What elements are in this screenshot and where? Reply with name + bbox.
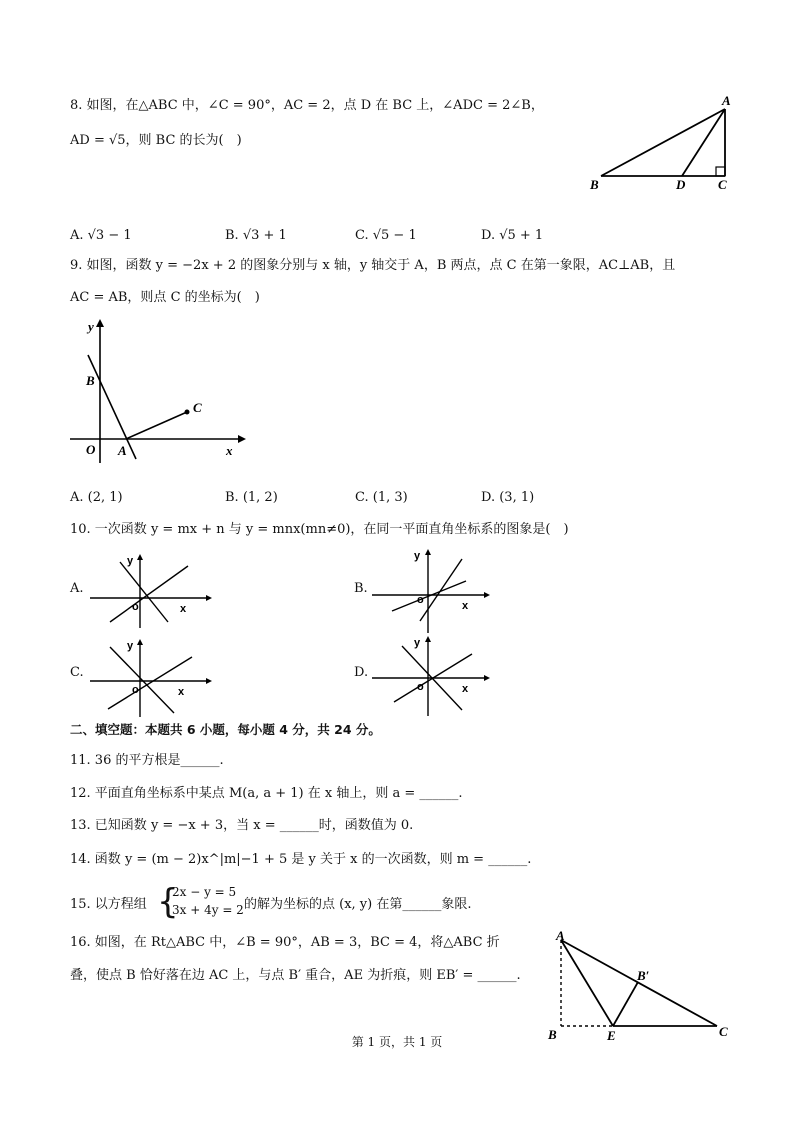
q10b-y: y <box>414 550 421 562</box>
q8-label-a: A <box>722 93 731 108</box>
q9-label-b: B <box>86 373 95 388</box>
q10a-o: o <box>132 601 139 613</box>
q10d-y: y <box>414 637 421 649</box>
q9-label-x: x <box>226 443 233 458</box>
q10b-x: x <box>462 600 469 612</box>
q10-option-a-label: A. <box>70 581 84 596</box>
q10d-x: x <box>462 683 469 695</box>
q15-equation-2: 3x + 4y = 2 <box>172 903 244 917</box>
q10a-x: x <box>180 603 187 615</box>
q10c-o: o <box>132 684 139 696</box>
q9-label-y: y <box>88 319 94 334</box>
q11: 11. 36 的平方根是______. <box>70 753 224 768</box>
q13: 13. 已知函数 y = −x + 3，当 x = ______时，函数值为 0. <box>70 818 414 833</box>
q10-graph-a <box>88 550 218 630</box>
q10b-o: o <box>417 594 424 606</box>
q8-label-d: D <box>676 177 686 192</box>
q8-option-c: C. √5 − 1 <box>355 228 417 243</box>
q10-graph-d <box>370 632 500 722</box>
q10-graph-c <box>88 635 218 725</box>
q10-stem: 10. 一次函数 y = mx + n 与 y = mnx(mn≠0)，在同一平面直角坐标系的图象是( ) <box>70 522 569 537</box>
q10a-y: y <box>127 555 134 567</box>
q16-figure <box>545 928 735 1048</box>
q10c-x: x <box>178 686 185 698</box>
q8-option-a: A. √3 − 1 <box>70 228 132 243</box>
q8-option-d: D. √5 + 1 <box>481 228 544 243</box>
q9-stem-line1: 9. 如图，函数 y = −2x + 2 的图象分别与 x 轴，y 轴交于 A，B 两点，点 C 在第一象限，AC⊥AB，且 <box>70 258 676 273</box>
q8-option-b: B. √3 + 1 <box>225 228 287 243</box>
q9-option-b: B. (1, 2) <box>225 490 278 505</box>
q8-figure <box>585 95 745 195</box>
q9-figure <box>66 315 256 465</box>
q9-stem-line2: AC = AB，则点 C 的坐标为( ) <box>70 290 260 305</box>
q16-label-a: A <box>556 928 565 943</box>
q15-brace: { <box>157 882 179 922</box>
q9-option-c: C. (1, 3) <box>355 490 408 505</box>
q16-label-b: B <box>548 1027 557 1042</box>
q15-equation-1: 2x − y = 5 <box>172 885 237 899</box>
section-2-heading: 二、填空题：本题共 6 小题，每小题 4 分，共 24 分。 <box>70 722 381 737</box>
q16-label-c: C <box>719 1024 728 1039</box>
q8-label-c: C <box>718 177 727 192</box>
q16-stem-line2: 叠，使点 B 恰好落在边 AC 上，与点 B′ 重合，AE 为折痕，则 EB′ = ______. <box>70 968 521 983</box>
q9-label-c: C <box>193 400 202 415</box>
page-footer: 第 1 页，共 1 页 <box>351 1035 443 1049</box>
q10-option-c-label: C. <box>70 665 84 680</box>
q9-option-d: D. (3, 1) <box>481 490 535 505</box>
q10-option-d-label: D. <box>354 665 369 680</box>
q9-label-o: O <box>86 442 96 457</box>
q10c-y: y <box>127 640 134 652</box>
q10-graph-b <box>370 545 500 635</box>
q8-stem-line2: AD = √5，则 BC 的长为( ) <box>70 133 242 148</box>
q16-label-e: E <box>607 1028 616 1043</box>
q8-label-b: B <box>590 177 599 192</box>
q16-label-b2: B′ <box>637 968 650 983</box>
q9-label-a: A <box>118 443 127 458</box>
q16-stem-line1: 16. 如图，在 Rt△ABC 中，∠B = 90°，AB = 3，BC = 4，将△ABC 折 <box>70 935 500 950</box>
q15-suffix: 的解为坐标的点 (x, y) 在第______象限. <box>244 897 472 912</box>
q10-option-b-label: B. <box>354 581 368 596</box>
q15-prefix: 15. 以方程组 <box>70 897 147 912</box>
q12: 12. 平面直角坐标系中某点 M(a, a + 1) 在 x 轴上，则 a = ______. <box>70 786 463 801</box>
q8-stem-line1: 8. 如图，在△ABC 中，∠C = 90°，AC = 2，点 D 在 BC 上，∠ADC = 2∠B， <box>70 98 544 113</box>
q14: 14. 函数 y = (m − 2)x^|m|−1 + 5 是 y 关于 x 的一次函数，则 m = ______. <box>70 852 532 867</box>
q10d-o: o <box>417 681 424 693</box>
q9-option-a: A. (2, 1) <box>70 490 123 505</box>
